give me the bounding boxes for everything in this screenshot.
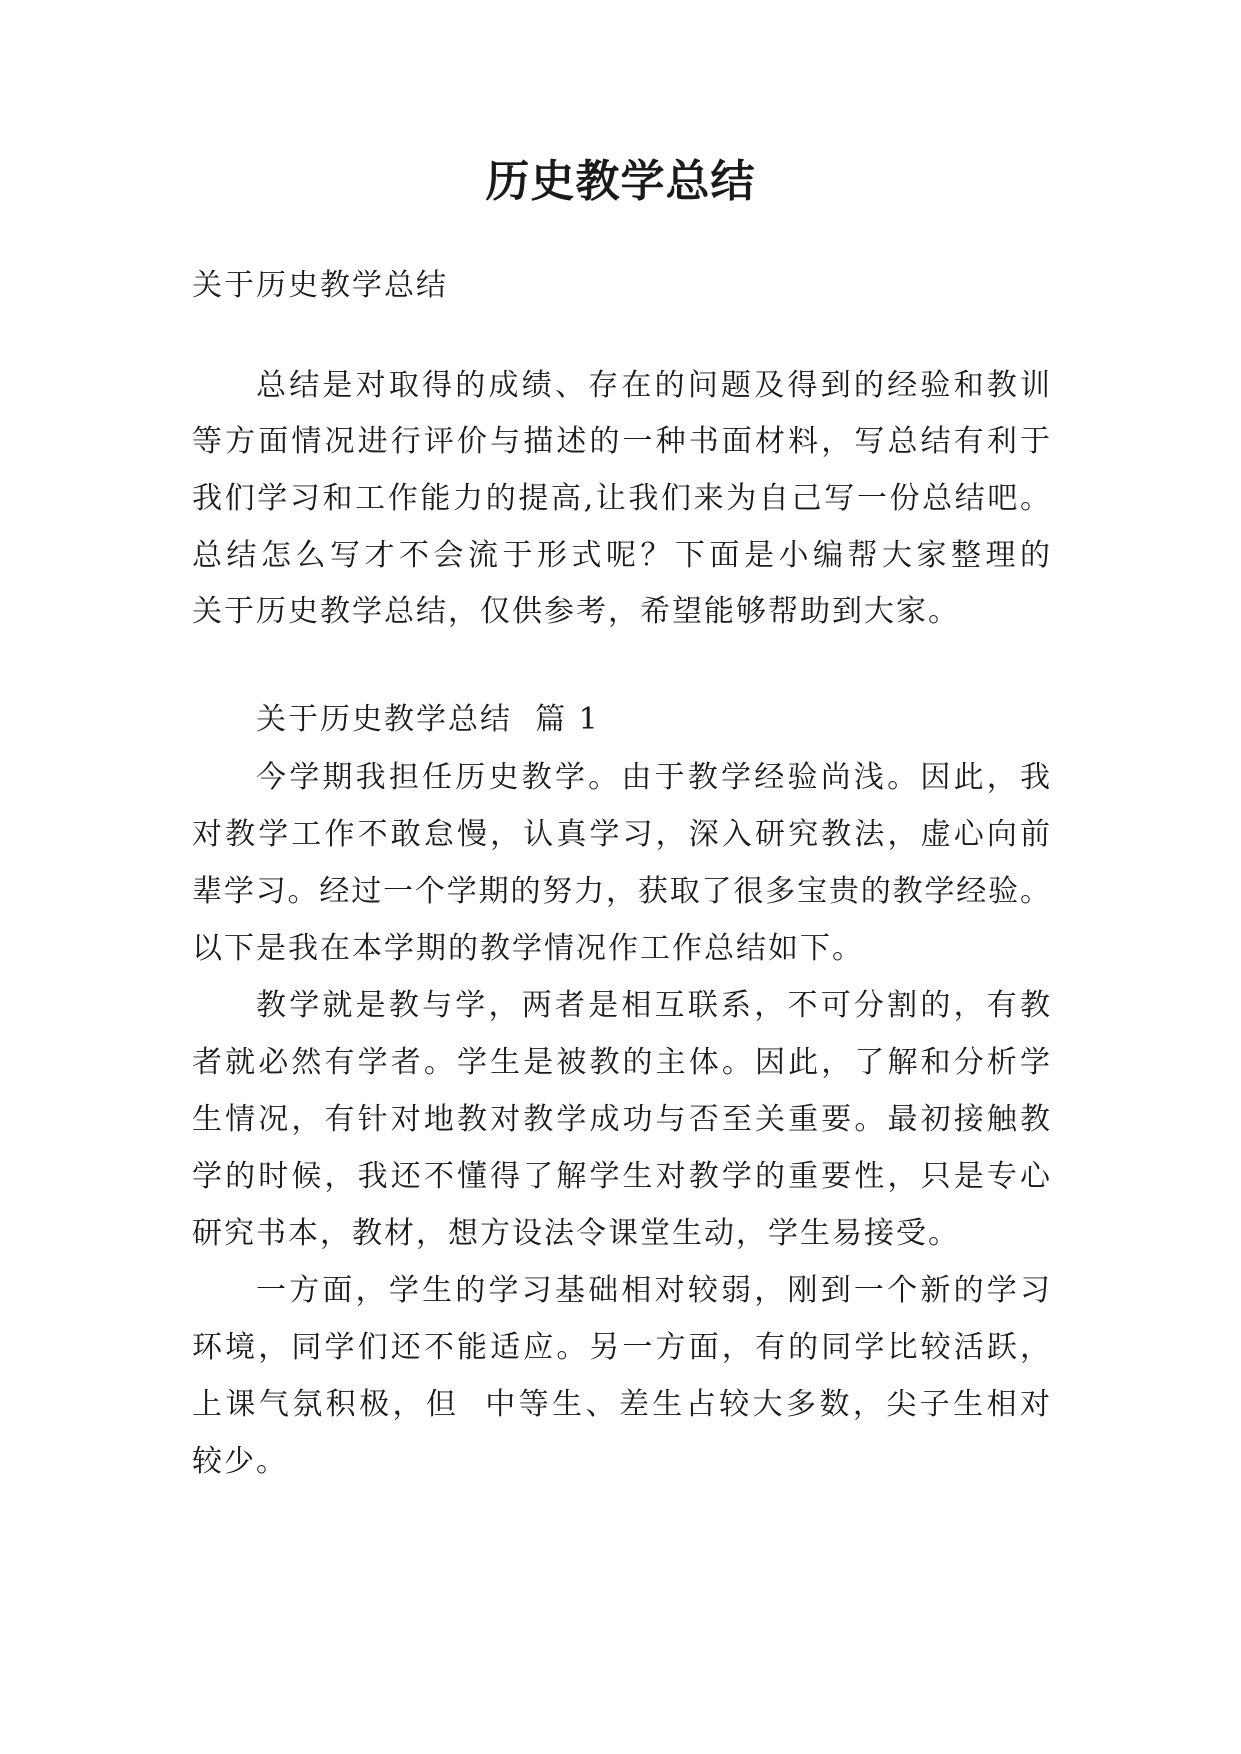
section-heading: 关于历史教学总结 篇 1 [256,702,600,737]
paragraph-line: 辈学习。经过一个学期的努力，获取了很多宝贵的教学经验。 [192,874,1050,909]
paragraph-line: 总结怎么写才不会流于形式呢？下面是小编帮大家整理的 [192,538,1050,573]
paragraph-line: 今学期我担任历史教学。由于教学经验尚浅。因此，我 [256,760,1050,795]
paragraph-line: 上课气氛积极，但 中等生、差生占较大多数，尖子生相对 [192,1387,1050,1422]
paragraph-line: 对教学工作不敢怠慢，认真学习，深入研究教法，虚心向前 [192,817,1050,852]
paragraph-line: 一方面，学生的学习基础相对较弱，刚到一个新的学习 [256,1273,1050,1308]
paragraph-line: 我们学习和工作能力的提高,让我们来为自己写一份总结吧。 [192,481,1050,516]
paragraph-line: 等方面情况进行评价与描述的一种书面材料，写总结有利于 [192,424,1050,459]
paragraph-line: 总结是对取得的成绩、存在的问题及得到的经验和教训 [256,368,1050,403]
paragraph-line: 学的时候，我还不懂得了解学生对教学的重要性，只是专心 [192,1159,1050,1194]
paragraph-line: 较少。 [192,1444,288,1479]
paragraph-line: 者就必然有学者。学生是被教的主体。因此，了解和分析学 [192,1045,1050,1080]
document-title: 历史教学总结 [485,156,756,207]
document-subtitle: 关于历史教学总结 [192,268,448,303]
paragraph-line: 教学就是教与学，两者是相互联系，不可分割的，有教 [256,988,1050,1023]
paragraph-line: 生情况，有针对地教对教学成功与否至关重要。最初接触教 [192,1102,1050,1137]
paragraph-line: 关于历史教学总结，仅供参考，希望能够帮助到大家。 [192,594,960,629]
paragraph-line: 以下是我在本学期的教学情况作工作总结如下。 [192,931,864,966]
paragraph-line: 研究书本，教材，想方设法令课堂生动，学生易接受。 [192,1216,960,1251]
paragraph-line: 环境，同学们还不能适应。另一方面，有的同学比较活跃， [192,1330,1050,1365]
